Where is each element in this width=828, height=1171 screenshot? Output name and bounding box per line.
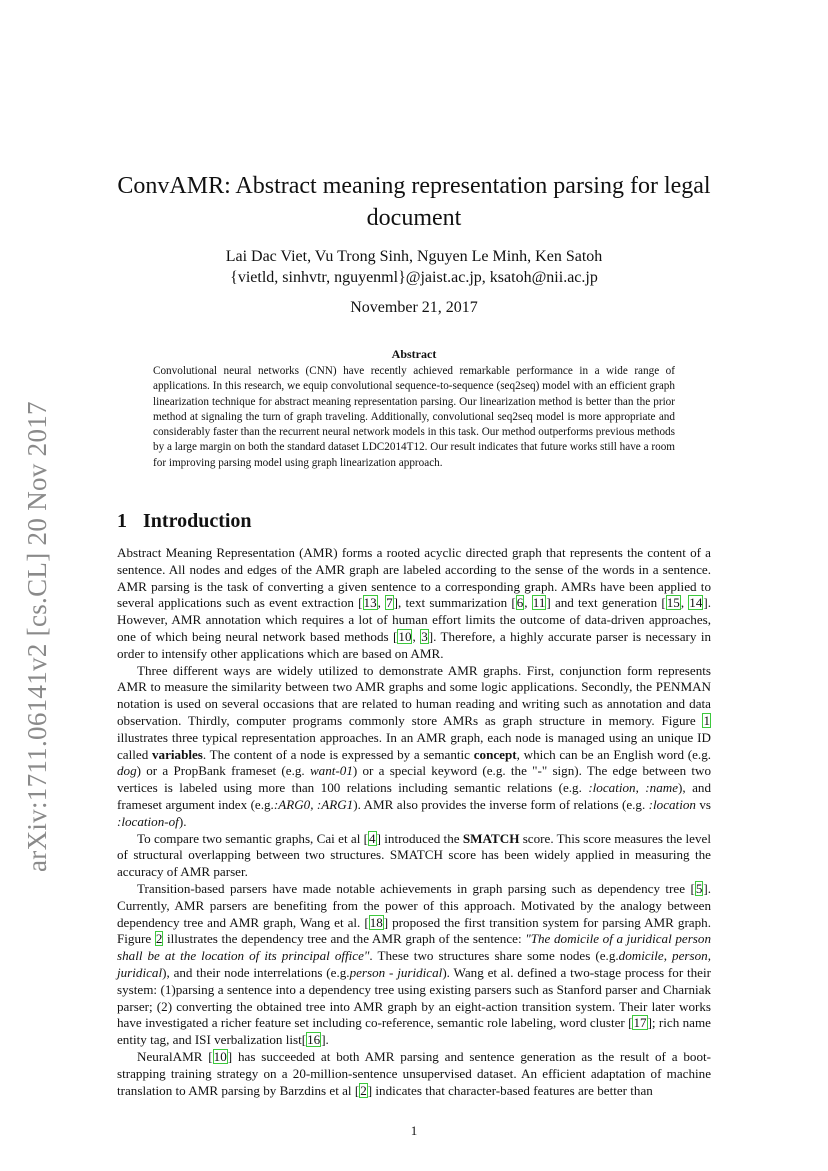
section-heading [117, 510, 252, 533]
paper-date: November 21, 2017 [350, 299, 478, 316]
author-emails: {vietld, sinhvtr, nguyenml}@jaist.ac.jp, ksatoh@nii.ac.jp [230, 269, 598, 286]
page-number: 1 [410, 1123, 418, 1138]
citation-link[interactable]: 3 [421, 628, 428, 644]
citation-link[interactable]: 17 [633, 1015, 647, 1031]
paragraph-5: NeuralAMR [10] has succeeded at both AMR parsing and sentence generation as the result of a boot-strapping training strategy on a 20-million-sentence unsupervised dataset. An efficient adaptation of machine translation to AMR parsing by Barzdins et al [2] indicates that character-based features are better than [117, 1048, 712, 1098]
citation-link[interactable]: 18 [369, 914, 383, 930]
citation-link[interactable]: 2 [360, 1082, 367, 1098]
citation-link[interactable]: 14 [689, 595, 703, 611]
figure-link[interactable]: 2 [155, 931, 163, 947]
citation-link[interactable]: 11 [532, 595, 546, 611]
citation-link[interactable]: 10 [398, 628, 412, 644]
citation-link[interactable]: 4 [369, 830, 376, 846]
paragraph-1: Abstract Meaning Representation (AMR) forms a rooted acyclic directed graph that represents the content of a sentence. All nodes and edges of the AMR graph are labeled according to the sense of the words in a sentence. AMR parsing is the task of converting a given sentence to a corresponding graph. AMRs have been applied to several applications such as event extraction [13, 7], text summarization [6, 11] and text generation [15, 14]. However, AMR annotation which requires a lot of human effort limits the outcome of data-driven approaches, one of which being neural network based methods [10, 3]. Therefore, a highly accurate parser is necessary in order to intensify other applications which are based on AMR. [117, 545, 712, 661]
citation-link[interactable]: 7 [386, 595, 393, 611]
citation-link[interactable]: 16 [307, 1032, 321, 1048]
section-title: Introduction [143, 510, 252, 532]
paragraph-4: Transition-based parsers have made notable achievements in graph parsing such as dependency tree [5]. Currently, AMR parsers are benefiting from the power of this approach. Motivated by the analogy between dependency tree and AMR graph, Wang et al. [18] proposed the first transition system for parsing AMR graph. Figure 2 illustrates the dependency tree and the AMR graph of the sentence: "The domicile of a juridical person shall be at the location of its principal office". These two structures share some nodes (e.g.domicile, person, juridical), and their node interrelations (e.g.person - juridical). Wang et al. defined a two-stage process for their system: (1)parsing a sentence into a dependency tree using existing parsers such as Stanford parser and Charniak parser; (2) converting the obtained tree into AMR graph by an eight-action transition system. Their later works have investigated a richer feature set including co-reference, semantic role labeling, word cluster [17]; rich name entity tag, and ISI verbalization list[16]. [117, 880, 711, 1048]
author-block [100, 246, 728, 288]
citation-link[interactable]: 15 [666, 595, 680, 611]
abstract-text: Convolutional neural networks (CNN) have recently achieved remarkable performance in a wide range of applications. In this research, we equip convolutional sequence-to-sequence (seq2seq) model with an efficient graph linearization technique for abstract meaning representation parsing. Our linearization method is better than the prior method at signaling the turn of graph traveling. Additionally, convolutional seq2seq model is more appropriate and considerably faster than the recurrent neural network models in this task. Our method outperforms previous methods by a large margin on both the standard dataset LDC2014T12. Our result indicates that future works still have a room for improving parsing model using graph linearization approach. [153, 365, 675, 469]
author-names: Lai Dac Viet, Vu Trong Sinh, Nguyen Le Minh, Ken Satoh [225, 248, 603, 265]
figure-link[interactable]: 1 [703, 712, 710, 728]
body-text [117, 545, 711, 1099]
citation-link[interactable]: 6 [516, 595, 524, 611]
section-number: 1 [117, 510, 127, 532]
paper-title: ConvAMR: Abstract meaning representation parsing for legal document [117, 173, 711, 231]
citation-link[interactable]: 10 [213, 1048, 227, 1064]
abstract-heading: Abstract [391, 347, 437, 361]
citation-link[interactable]: 5 [695, 880, 703, 896]
arxiv-stamp: arXiv:1711.06141v2 [cs.CL] 20 Nov 2017 [22, 401, 52, 872]
citation-link[interactable]: 13 [363, 595, 377, 611]
paragraph-2: Three different ways are widely utilized to demonstrate AMR graphs. First, conjunction form represents AMR to measure the similarity between two AMR graphs and some logic applications. Secondly, the PENMAN notation is used on several occasions that are related to human reading and writing such as annotation and data observation. Thirdly, computer programs commonly store AMRs as graph structure in memory. Figure 1 illustrates three typical representation approaches. In an AMR graph, each node is managed using an unique ID called variables. The content of a node is expressed by a semantic concept, which can be an English word (e.g. dog) or a PropBank frameset (e.g. want-01) or a special keyword (e.g. the "-" sign). The edge between two vertices is labeled using more than 100 relations including semantic relations (e.g. :location, :name), and frameset argument index (e.g.:ARG0, :ARG1). AMR also provides the inverse form of relations (e.g. :location vs :location-of). [117, 662, 712, 829]
paragraph-3: To compare two semantic graphs, Cai et al [4] introduced the SMATCH score. This score measures the level of structural overlapping between two structures. SMATCH score has been widely applied in measuring the accuracy of AMR parser. [117, 830, 711, 880]
